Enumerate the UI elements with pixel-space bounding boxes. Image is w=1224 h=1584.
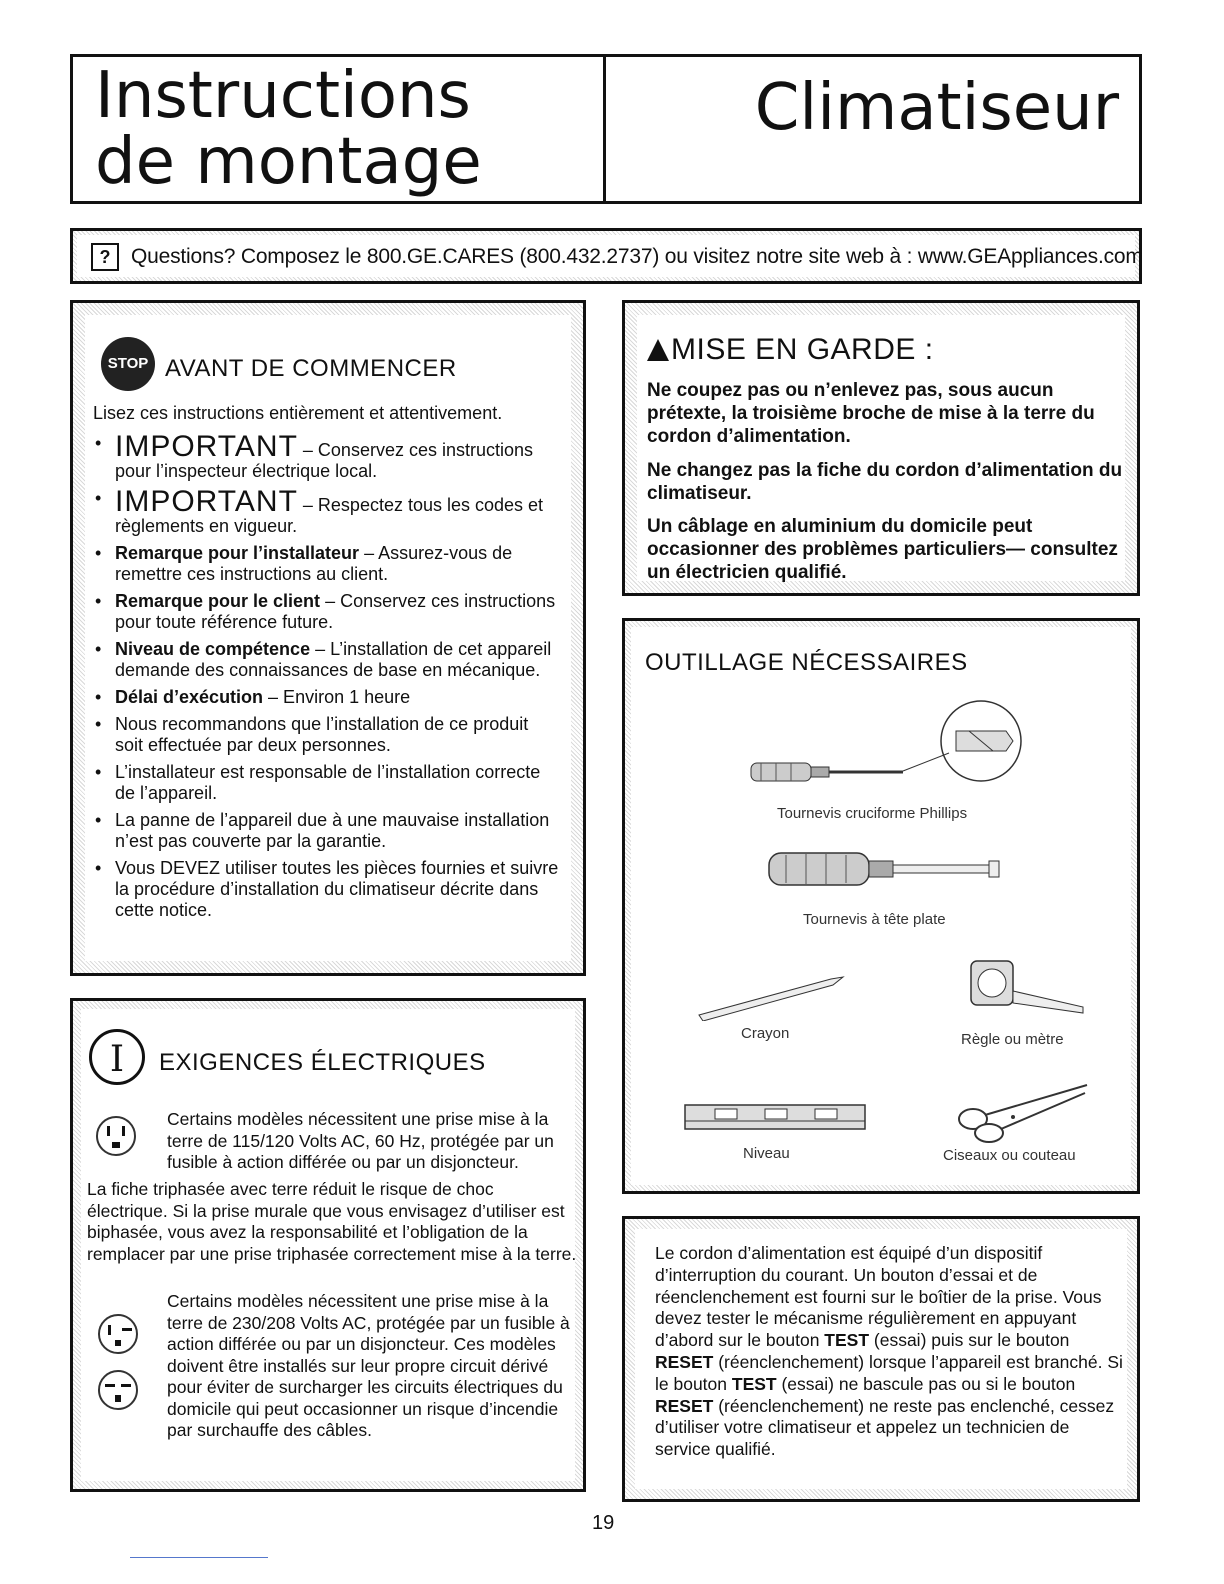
stop-icon: STOP bbox=[101, 337, 155, 391]
avant-list-item bbox=[89, 858, 559, 921]
footer-line bbox=[130, 1557, 268, 1558]
cord-t5: (réenclenchement) ne reste pas enclenché, cessez d’utiliser votre climatiseur et appelez un technicien de service qualifié. bbox=[655, 1395, 1115, 1460]
flathead-screwdriver-icon bbox=[761, 845, 1021, 895]
title-climatiseur: Climatiseur bbox=[754, 71, 1119, 145]
electrical-title: EXIGENCES ÉLECTRIQUES bbox=[159, 1049, 486, 1076]
avant-list-item bbox=[89, 687, 559, 708]
scissors-icon bbox=[947, 1079, 1097, 1145]
avant-list-item bbox=[89, 762, 559, 804]
page-number: 19 bbox=[592, 1512, 615, 1534]
title-line-1: Instructions bbox=[95, 59, 471, 133]
avant-item-head: IMPORTANT bbox=[115, 485, 298, 518]
title-line-2: de montage bbox=[95, 125, 482, 199]
avant-list-item bbox=[89, 543, 559, 585]
avant-title: AVANT DE COMMENCER bbox=[165, 355, 457, 382]
avant-item-text: Nous recommandons que l’installation de ce produit soit effectuée par deux personnes. bbox=[115, 714, 529, 755]
page-header bbox=[70, 54, 1142, 204]
tool-caption-niveau: Niveau bbox=[743, 1145, 790, 1162]
cord-b4: RESET bbox=[655, 1395, 714, 1416]
electrical-box bbox=[70, 998, 586, 1492]
power-cord-text bbox=[655, 1243, 1125, 1461]
avant-list-item bbox=[89, 714, 559, 756]
avant-item-head: Remarque pour l’installateur bbox=[115, 543, 360, 563]
outlet-230v-icon bbox=[97, 1313, 139, 1355]
avant-list bbox=[89, 430, 559, 927]
warning-box bbox=[622, 300, 1140, 596]
cord-t4: (essai) ne bascule pas ou si le bouton bbox=[776, 1373, 1076, 1394]
outlet-115v-icon bbox=[95, 1115, 137, 1157]
avant-list-item bbox=[89, 810, 559, 852]
level-icon bbox=[681, 1097, 871, 1137]
contact-text: Questions? Composez le 800.GE.CARES (800.432.2737) ou visitez notre site web à : www.GEAppliances.com bbox=[131, 245, 1143, 268]
avant-item-text: – Conservez ces instructions pour l’inspecteur électrique local. bbox=[115, 440, 534, 481]
cord-b2: RESET bbox=[655, 1351, 714, 1372]
avant-list-item bbox=[89, 430, 559, 482]
tool-caption-crayon: Crayon bbox=[741, 1025, 790, 1042]
avant-list-item bbox=[89, 485, 559, 537]
tool-caption-regle: Règle ou mètre bbox=[961, 1031, 1064, 1048]
cord-t3: (réenclenchement) lorsque l’appareil est branché. Si le bouton bbox=[655, 1351, 1123, 1394]
tool-caption-flat: Tournevis à tête plate bbox=[803, 911, 946, 928]
power-cord-box bbox=[622, 1216, 1140, 1502]
before-you-begin-box bbox=[70, 300, 586, 976]
cord-b1: TEST bbox=[824, 1330, 870, 1351]
avant-intro: Lisez ces instructions entièrement et attentivement. bbox=[93, 403, 503, 423]
title-instructions bbox=[95, 59, 482, 199]
warning-p3: Un câblage en aluminium du domicile peut occasionner des problèmes particuliers— consultez un électricien qualifié. bbox=[647, 516, 1118, 583]
electrical-p2: La fiche triphasée avec terre réduit le risque de choc électrique. Si la prise murale que vous envisagez d’utiliser est biphasée, vous avez la responsabilité et l’obligation de la remplacer par une prise triphasée correctement mise à la terre. bbox=[87, 1179, 577, 1264]
avant-item-text: – Conservez ces instructions pour toute référence future. bbox=[115, 591, 556, 632]
outlet-208v-icon bbox=[97, 1369, 139, 1411]
tools-title: OUTILLAGE NÉCESSAIRES bbox=[645, 649, 968, 676]
avant-item-text: – Environ 1 heure bbox=[263, 687, 411, 707]
electrical-p3: Certains modèles nécessitent une prise mise à la terre de 230/208 Volts AC, protégée par un fusible à action différée ou par un disjoncteur. Ces modèles doivent être installés sur leur propre circuit dérivé pour éviter de surcharger les circuits électriques du domicile qui peut occasionner un risque d’incendie par surchauffe des câbles. bbox=[167, 1291, 570, 1440]
warning-p1: Ne coupez pas ou n’enlevez pas, sous aucun prétexte, la troisième broche de mise à la terre du cordon d’alimentation. bbox=[647, 380, 1095, 447]
avant-list-item bbox=[89, 591, 559, 633]
avant-item-text: – Respectez tous les codes et règlements en vigueur. bbox=[115, 495, 544, 536]
warning-title-text: MISE EN GARDE : bbox=[671, 333, 934, 366]
avant-item-head: IMPORTANT bbox=[115, 430, 298, 463]
avant-item-text: – L’installation de cet appareil demande des connaissances de base en mécanique. bbox=[115, 639, 552, 680]
tools-box bbox=[622, 618, 1140, 1194]
phillips-screwdriver-icon bbox=[731, 691, 1031, 791]
contact-bar bbox=[70, 228, 1142, 284]
tool-caption-phillips: Tournevis cruciforme Phillips bbox=[777, 805, 968, 822]
avant-item-head: Délai d’exécution bbox=[115, 687, 264, 707]
avant-item-head: Remarque pour le client bbox=[115, 591, 321, 611]
cord-t1: Le cordon d’alimentation est équipé d’un dispositif d’interruption du courant. Un bouton d’essai et de réenclenchement est fourni sur le boîtier de la prise. Vous devez tester le mécanisme régulièrement en appuyant d’abord sur le bouton bbox=[655, 1243, 1102, 1351]
electrical-p1: Certains modèles nécessitent une prise mise à la terre de 115/120 Volts AC, 60 Hz, protégée par un fusible à action différée ou par un disjoncteur. bbox=[167, 1109, 554, 1172]
avant-item-text: – Assurez-vous de remettre ces instructions au client. bbox=[115, 543, 513, 584]
tool-caption-ciseaux: Ciseaux ou couteau bbox=[943, 1147, 1076, 1164]
info-icon: I bbox=[89, 1029, 145, 1085]
avant-item-text: L’installateur est responsable de l’installation correcte de l’appareil. bbox=[115, 762, 541, 803]
cord-b3: TEST bbox=[731, 1373, 777, 1394]
warning-title bbox=[647, 333, 934, 367]
avant-item-text: Vous DEVEZ utiliser toutes les pièces fournies et suivre la procédure d’installation du climatiseur décrite dans cette notice. bbox=[115, 858, 559, 920]
warning-p2: Ne changez pas la fiche du cordon d’alimentation du climatiseur. bbox=[647, 460, 1123, 504]
warning-icon bbox=[647, 339, 669, 361]
tape-measure-icon bbox=[961, 951, 1091, 1031]
question-icon: ? bbox=[91, 243, 119, 271]
header-divider bbox=[603, 57, 606, 201]
avant-list-item bbox=[89, 639, 559, 681]
pencil-icon bbox=[691, 971, 851, 1021]
avant-item-text: La panne de l’appareil due à une mauvaise installation n’est pas couverte par la garantie. bbox=[115, 810, 550, 851]
avant-item-head: Niveau de compétence bbox=[115, 639, 311, 659]
cord-t2: (essai) puis sur le bouton bbox=[869, 1330, 1070, 1351]
